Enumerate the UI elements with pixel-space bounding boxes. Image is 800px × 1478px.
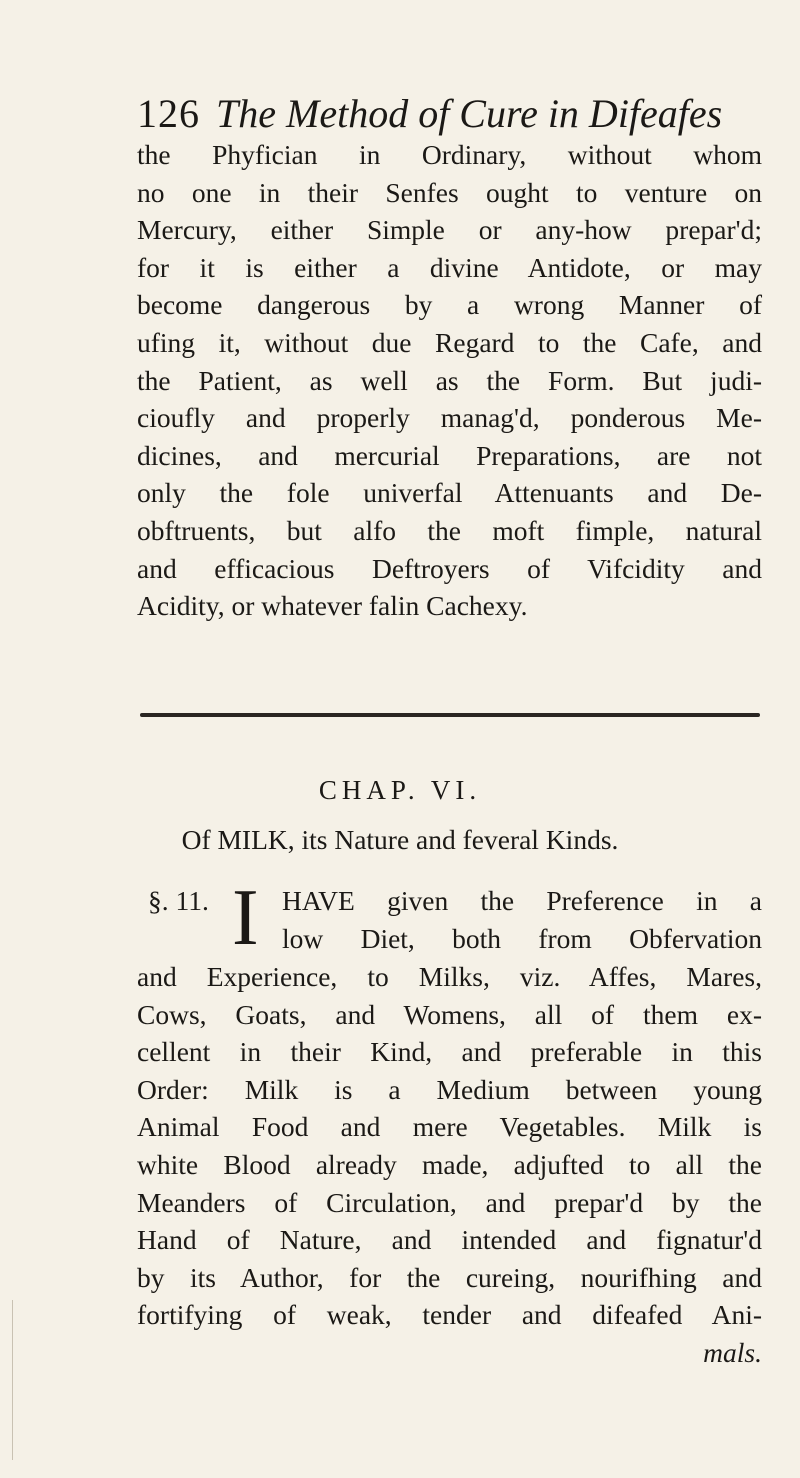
paragraph-2 <box>137 958 762 1372</box>
text-line: Meanders of Circulation, and prepar'd by the <box>137 1186 762 1218</box>
text-line: Acidity, or whatever falin Cachexy. <box>137 590 528 622</box>
text-line: and efficacious Deftroyers of Vifcidity and <box>137 552 762 584</box>
text-line: Cows, Goats, and Womens, all of them ex- <box>137 998 762 1030</box>
text-line: HAVE given the Preference in a <box>282 885 762 916</box>
text-line: cioufly and properly manag'd, ponderous Me- <box>137 402 762 434</box>
text-line: white Blood already made, adjufted to all the <box>137 1148 762 1180</box>
text-line: cellent in their Kind, and preferable in this <box>137 1036 762 1068</box>
text-line: only the fole univerfal Attenuants and De- <box>137 477 762 509</box>
text-line: and Experience, to Milks, viz. Affes, Mares, <box>137 961 762 992</box>
text-line: Hand of Nature, and intended and fignatur'd <box>137 1224 762 1256</box>
section-mark: §. 11. <box>148 885 209 916</box>
text-line: no one in their Senfes ought to venture on <box>137 176 762 208</box>
text-line: Mercury, either Simple or any-how prepar'd; <box>137 214 762 246</box>
text-line: Animal Food and mere Vegetables. Milk is <box>137 1111 762 1143</box>
text-line: for it is either a divine Antidote, or may <box>137 251 762 283</box>
drop-cap: I <box>232 874 259 962</box>
text-line: Order: Milk is a Medium between young <box>137 1073 762 1105</box>
text-line: the Patient, as well as the Form. But judi- <box>137 364 762 396</box>
intro-line-2 <box>282 920 762 958</box>
text-line: dicines, and mercurial Preparations, are not <box>137 439 762 471</box>
catchword: mals. <box>703 1336 762 1368</box>
text-line: the Phyfician in Ordinary, without whom <box>137 139 762 170</box>
page-number: 126 <box>137 91 200 136</box>
text-line: become dangerous by a wrong Manner of <box>137 289 762 321</box>
text-line: ufing it, without due Regard to the Cafe, and <box>137 326 762 358</box>
running-title: The Method of Cure in Difeafes <box>216 91 723 136</box>
text-line: fortifying of weak, tender and difeafed Ani- <box>137 1299 762 1331</box>
paragraph-1 <box>137 136 762 625</box>
running-header <box>137 90 757 138</box>
text-line: low Diet, both from Obfervation <box>282 923 762 954</box>
intro-line-1 <box>282 882 762 920</box>
text-line: obftruents, but alfo the moft fimple, natural <box>137 514 762 546</box>
gutter-shadow <box>2 1300 13 1460</box>
chapter-divider <box>140 713 760 717</box>
chapter-heading: CHAP. VI. <box>318 775 482 805</box>
chapter-subtitle: Of MILK, its Nature and feveral Kinds. <box>181 824 619 855</box>
text-line: by its Author, for the cureing, nourifhing and <box>137 1261 762 1293</box>
